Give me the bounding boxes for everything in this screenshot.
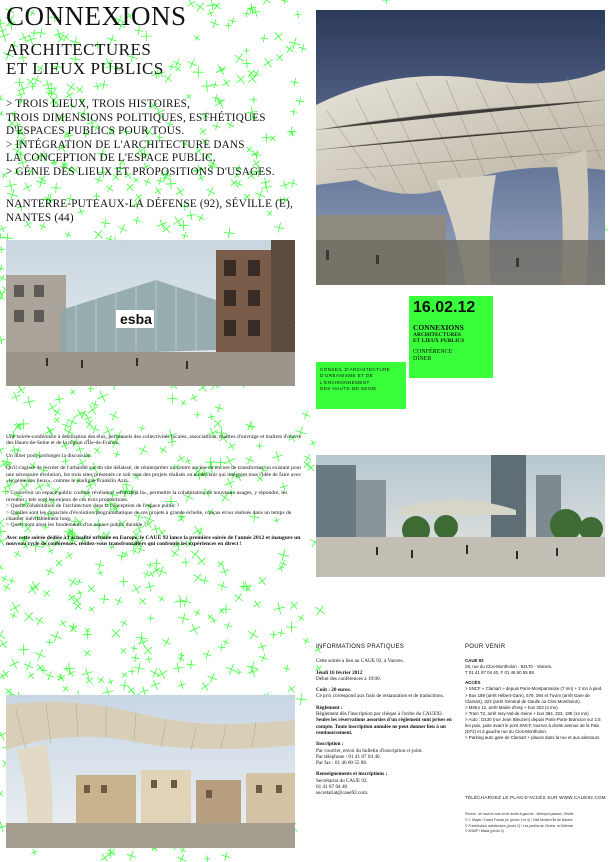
access-line: > Parking auto gare de Clamart + places dans la rue et aux alentours. — [465, 735, 601, 741]
photo-credits — [465, 812, 605, 835]
credit-line: © ANMP / Mada (photo 3) — [465, 829, 504, 834]
registration-line: Par téléphone : 01 41 87 04 40. — [316, 753, 381, 760]
cost-label: Coût : 20 euros. — [316, 687, 352, 694]
practical-info — [316, 644, 456, 802]
directions — [465, 644, 605, 745]
theme-line: > INTÉGRATION DE L'ARCHITECTURE DANS — [6, 138, 245, 151]
event-date-box — [409, 296, 493, 378]
organizer-line: D'URBANISME ET DE — [320, 373, 374, 379]
rules-detail: Règlement dès l'inscription par chèque à l'ordre du CAUE92. — [316, 711, 444, 718]
access-block — [465, 680, 605, 741]
date-info — [316, 670, 456, 683]
organizer-box — [316, 362, 406, 409]
theme-line: > TROIS LIEUX, TROIS HISTOIRES, — [6, 98, 191, 110]
date-detail: Début des conférences à 19:00. — [316, 675, 381, 682]
event-date: 16.02.12 — [413, 299, 476, 316]
photo-metropol-parasol — [316, 10, 605, 285]
contact-info — [316, 771, 456, 796]
places-line: NANTES (44) — [6, 211, 74, 224]
address-block — [465, 658, 605, 676]
intro-paragraph: > Concevoir un espace public comme révélateur «d'un déjà là», permettre la cohabitation de nouveaux usages, y répondre, les inventer ; tels sont les enjeux de ces trois propositions. > Quelle cohabitation de l'architecture dans la conception de l'espace public ? > Quelles sont les capacités d'évolution programmatique de ces projets à grande échelle, conçus et/ou réalisés dans un temps de chantier inévitablement long. > Quels sont alors les fondements d'un espace public durable ? — [6, 490, 292, 529]
event-subtitle — [413, 332, 464, 344]
date-label: Jeudi 16 février 2012 — [316, 669, 363, 676]
theme-line: > GÉNIE DES LIEUX ET PROPOSITIONS D'USAGES. — [6, 165, 275, 178]
photo-seville-plaza — [6, 695, 295, 848]
contact-email[interactable]: secretariat@caue92.com. — [316, 790, 369, 797]
contact-label: Renseignements et inscriptions : — [316, 771, 388, 778]
organizer-name — [320, 367, 390, 393]
contact-line: 01 41 87 04 40 — [316, 784, 348, 791]
cost-detail: Ce prix correspond aux frais de restauration et de traductions. — [316, 693, 444, 700]
intro-paragraph: Une soirée-conférence à destination des élus, personnels des collectivités locales, associations, maîtres d'ouvrage et maîtres d'œuvre des Hauts-de-Seine et de la région d'Île-de-France. — [6, 434, 302, 447]
themes-list — [6, 98, 275, 180]
access-line: > Tram T2, arrêt Issy-Val-de-Seine + bus 394, 323, 189 (14 mn). — [465, 710, 590, 716]
organizer-line: DES HAUTS-DE-SEINE — [320, 386, 377, 392]
theme-line: TROIS DIMENSIONS POLITIQUES, ESTHÉTIQUES — [6, 111, 266, 124]
venue-text: Cette soirée a lieu au CAUE 92, à Vanves. — [316, 658, 404, 665]
event-title: CONNEXIONS — [413, 323, 464, 332]
registration-label: Inscription : — [316, 741, 344, 748]
event-program-line: DÎNER — [413, 356, 432, 362]
places-line: NANTERRE-PUTEAUX-LA DÉFENSE (92), SÉVILLE (E), — [6, 198, 293, 210]
registration-line: Par fax : 01 46 60 55 88. — [316, 760, 368, 767]
intro-paragraph: Qu'il s'agisse de recréer de l'urbanité sur un site délaissé, de réinterpréter un centre ancien ou encore de transformer un existant pour une nécessaire évolution, les trois sites présentés ce soir sont des projets réalisés ou en devenir qui intègrent tous l'idée de faire avec «le génie des lieux», comme le souligne Franklin Azzi. — [6, 465, 302, 485]
subtitle-line: ET LIEUX PUBLICS — [6, 59, 164, 78]
event-program — [413, 349, 452, 363]
event-program-line: CONFÉRENCE — [413, 349, 453, 355]
access-line: > SNCF « Clamart » depuis Paris-Montparnasse (7 mn) + 2 mn à pied. — [465, 686, 603, 692]
theme-line: LA CONCEPTION DE L'ESPACE PUBLIC. — [6, 152, 216, 165]
venue-address: 28, rue du Clos-Montholon - 92170 - Vanves. — [465, 664, 553, 670]
credit-line: © FranklinAzzi architecture (photo 2) / Les jardins de l'Arche, la Défense — [465, 823, 574, 828]
intro-text — [6, 434, 306, 554]
rules-label: Règlement : — [316, 704, 343, 711]
subtitle-line: ARCHITECTURES — [6, 40, 152, 59]
page-title: CONNEXIONS — [6, 1, 187, 31]
intro-paragraph: Avec cette soirée dédiée à l'actualité urbaine en Europe, le CAUE 92 lance la première soirée de l'année 2012 et inaugure un nouveau cycle de conférences, rendez-vous transfrontaliers qui confronte les expériences en direct ! — [6, 534, 301, 548]
organizer-line: L'ENVIRONNEMENT — [320, 379, 370, 385]
venue-name: CAUE 92 — [465, 658, 484, 664]
access-label: ACCÈS — [465, 680, 481, 686]
access-line: > Métro 12, arrêt Mairie d'Issy + bus 323 (4 mn). — [465, 704, 559, 710]
directions-heading: POUR VENIR — [465, 644, 506, 650]
credit-line: Photos : de haut en bas et de droite à gauche : Metropol parasol, Séville — [465, 812, 574, 816]
places-list — [6, 198, 293, 225]
cost-info — [316, 687, 456, 700]
rules-info — [316, 705, 456, 736]
credit-line: © J. Mayer / David Franck ph (photo 1 et 4) / Villa Modern Île de Nantes — [465, 817, 573, 822]
organizer-line: CONSEIL D'ARCHITECTURE — [320, 367, 391, 372]
access-line: > Auto : D130 (rue Jean Bleuzen) depuis Paris-Porte Brancion sur 2,5 km puis, juste avant le pont SNCF, tourner à droite avenue de la Paix (D72) et à gauche rue du Clos-Montholon. — [465, 716, 601, 735]
rules-bold: Seules les réservations assorties d'un règlement sont prises en compte. Toute inscription annulée ne peut donner lieu à un remboursement. — [316, 717, 452, 736]
event-subtitle-line: ET LIEUX PUBLICS — [413, 338, 465, 344]
event-subtitle-line: ARCHITECTURES — [413, 332, 461, 338]
access-line: > Bus 189 (arrêt Hébert-Gare), 579, 394 et Tuvim (arrêt Gare de Clamart), 323 (arrêt Général de Gaulle ou Clos-Montholon). — [465, 692, 590, 704]
registration-info — [316, 741, 456, 766]
contact-line: Secrétariat du CAUE 92. — [316, 777, 368, 784]
practical-info-heading: INFORMATIONS PRATIQUES — [316, 644, 405, 650]
photo-esba-building — [6, 240, 295, 386]
venue-phone: T 01 41 87 04 40, F 01 46 60 55 88. — [465, 670, 535, 676]
theme-line: D'ESPACES PUBLICS POUR TOUS. — [6, 125, 185, 138]
page-subtitle — [6, 40, 164, 78]
registration-line: Par courrier, envoi du bulletin d'inscription ci-joint. — [316, 747, 423, 754]
download-map-link[interactable]: TÉLÉCHARGEZ LE PLAN D'ACCÈS SUR WWW.CAUE92.COM — [465, 795, 606, 800]
intro-paragraph: Un dîner pour prolonger la discussion. — [6, 452, 93, 459]
esba-logo-text: esba — [120, 311, 152, 327]
photo-la-defense — [316, 455, 605, 577]
